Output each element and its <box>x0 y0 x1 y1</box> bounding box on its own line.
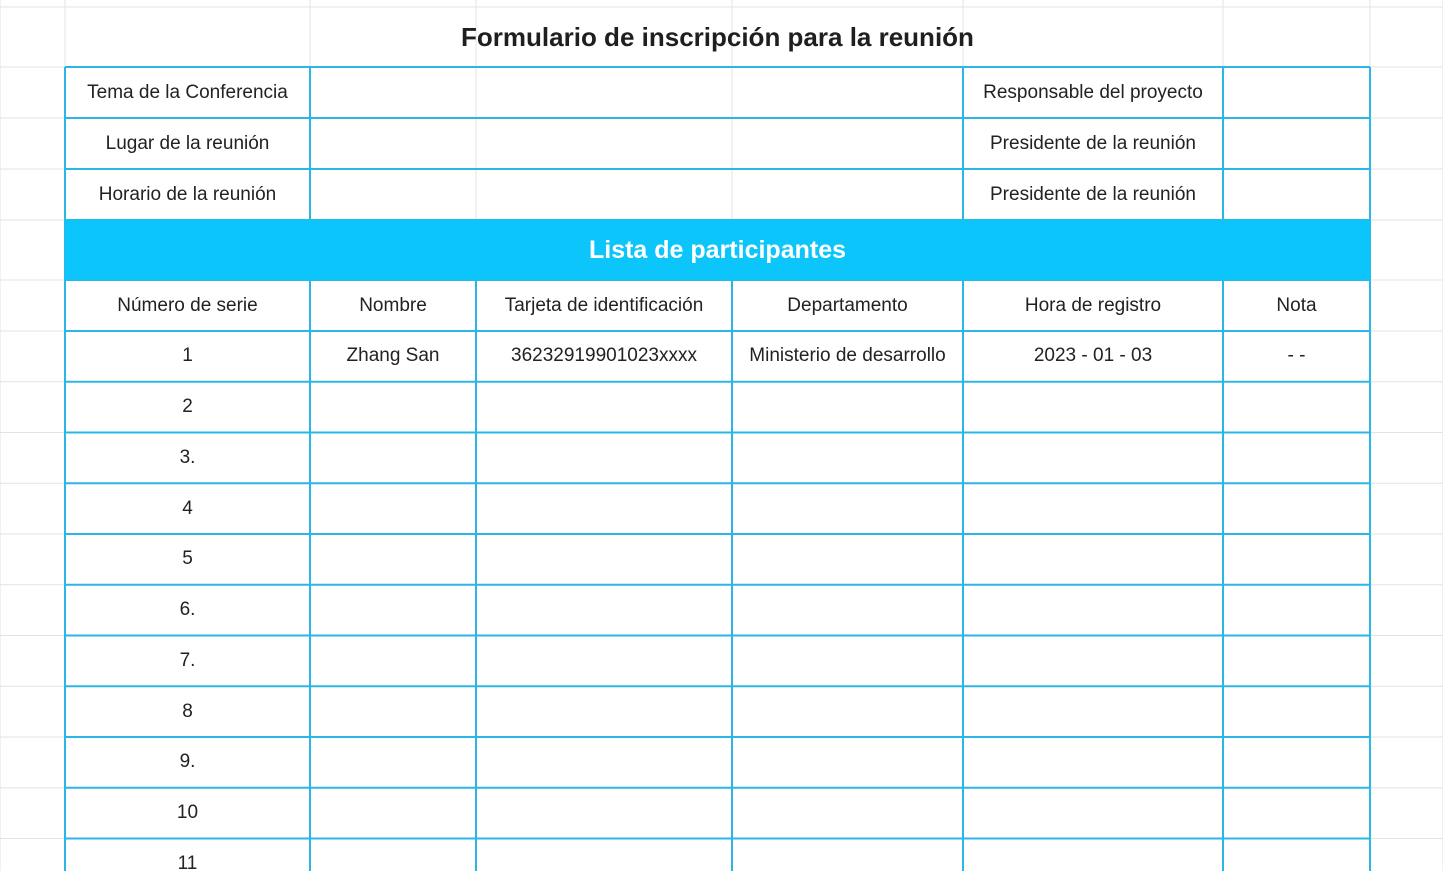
table-cell[interactable] <box>476 433 732 484</box>
column-header[interactable]: Nota <box>1276 294 1317 316</box>
table-cell[interactable] <box>732 382 963 433</box>
table-cell[interactable] <box>963 433 1223 484</box>
info-value-field[interactable] <box>310 67 963 118</box>
table-cell[interactable] <box>476 534 732 585</box>
table-cell[interactable] <box>732 737 963 788</box>
row-number-cell[interactable]: 11 <box>177 852 198 871</box>
table-cell[interactable] <box>732 433 963 484</box>
table-cell[interactable] <box>1223 686 1370 737</box>
row-number-cell[interactable]: 5 <box>182 548 193 570</box>
table-cell[interactable] <box>963 534 1223 585</box>
table-cell[interactable] <box>963 737 1223 788</box>
table-cell[interactable] <box>310 636 476 687</box>
row-number-cell[interactable]: 3. <box>179 446 196 468</box>
table-cell[interactable]: Zhang San <box>346 345 440 367</box>
info-right-label[interactable]: Presidente de la reunión <box>990 183 1196 205</box>
row-number-cell[interactable]: 7. <box>179 649 196 671</box>
table-cell[interactable] <box>1223 737 1370 788</box>
table-cell[interactable] <box>476 686 732 737</box>
table-cell[interactable] <box>1223 433 1370 484</box>
info-label[interactable]: Horario de la reunión <box>98 183 277 205</box>
table-cell[interactable] <box>963 483 1223 534</box>
table-cell[interactable] <box>310 534 476 585</box>
column-header[interactable]: Número de serie <box>117 294 258 316</box>
table-cell[interactable] <box>1223 839 1370 871</box>
info-right-value-field[interactable] <box>1223 67 1370 118</box>
table-cell[interactable] <box>963 636 1223 687</box>
column-header[interactable]: Nombre <box>359 294 427 316</box>
table-cell[interactable] <box>476 636 732 687</box>
table-cell[interactable] <box>310 839 476 871</box>
row-number-cell[interactable]: 2 <box>182 396 193 418</box>
table-cell[interactable] <box>310 737 476 788</box>
table-cell[interactable] <box>1223 585 1370 636</box>
table-cell[interactable] <box>476 585 732 636</box>
table-cell[interactable] <box>310 585 476 636</box>
table-cell[interactable] <box>310 433 476 484</box>
table-cell[interactable] <box>310 382 476 433</box>
table-cell[interactable] <box>963 686 1223 737</box>
column-header[interactable]: Tarjeta de identificación <box>504 294 704 316</box>
table-cell[interactable] <box>1223 483 1370 534</box>
table-cell[interactable] <box>310 483 476 534</box>
row-number-cell[interactable]: 4 <box>182 497 193 519</box>
table-cell[interactable] <box>732 585 963 636</box>
table-cell[interactable] <box>963 585 1223 636</box>
column-header[interactable]: Departamento <box>787 294 908 316</box>
info-value-field[interactable] <box>310 118 963 169</box>
info-right-label[interactable]: Presidente de la reunión <box>990 132 1196 154</box>
info-right-value-field[interactable] <box>1223 169 1370 220</box>
form-title[interactable]: Formulario de inscripción para la reunión <box>461 21 974 52</box>
table-cell[interactable]: 36232919901023xxxx <box>511 345 697 367</box>
row-number-cell[interactable]: 10 <box>176 802 199 824</box>
table-cell[interactable] <box>310 686 476 737</box>
table-cell[interactable] <box>732 788 963 839</box>
table-cell[interactable] <box>1223 636 1370 687</box>
column-header[interactable]: Hora de registro <box>1024 294 1162 316</box>
table-cell[interactable] <box>732 686 963 737</box>
info-label[interactable]: Tema de la Conferencia <box>87 81 288 103</box>
table-cell[interactable] <box>476 839 732 871</box>
table-cell[interactable]: 2023 - 01 - 03 <box>1033 345 1153 367</box>
table-cell[interactable] <box>732 534 963 585</box>
row-number-cell[interactable]: 1 <box>182 345 193 367</box>
table-cell[interactable] <box>1223 382 1370 433</box>
table-cell[interactable]: - - <box>1287 345 1306 367</box>
table-cell[interactable] <box>476 483 732 534</box>
table-cell[interactable] <box>476 788 732 839</box>
table-cell[interactable]: Ministerio de desarrollo <box>749 345 946 367</box>
table-cell[interactable] <box>1223 788 1370 839</box>
row-number-cell[interactable]: 8 <box>182 700 193 722</box>
table-cell[interactable] <box>476 382 732 433</box>
table-cell[interactable] <box>963 788 1223 839</box>
row-number-cell[interactable]: 9. <box>179 751 196 773</box>
table-cell[interactable] <box>310 788 476 839</box>
info-value-field[interactable] <box>310 169 963 220</box>
info-right-value-field[interactable] <box>1223 118 1370 169</box>
table-cell[interactable] <box>732 483 963 534</box>
info-label[interactable]: Lugar de la reunión <box>105 132 270 154</box>
participants-section-banner[interactable]: Lista de participantes <box>65 220 1370 280</box>
table-cell[interactable] <box>963 839 1223 871</box>
table-cell[interactable] <box>1223 534 1370 585</box>
table-cell[interactable] <box>476 737 732 788</box>
table-cell[interactable] <box>963 382 1223 433</box>
table-cell[interactable] <box>732 636 963 687</box>
row-number-cell[interactable]: 6. <box>179 599 196 621</box>
info-right-label[interactable]: Responsable del proyecto <box>983 81 1203 103</box>
table-cell[interactable] <box>732 839 963 871</box>
